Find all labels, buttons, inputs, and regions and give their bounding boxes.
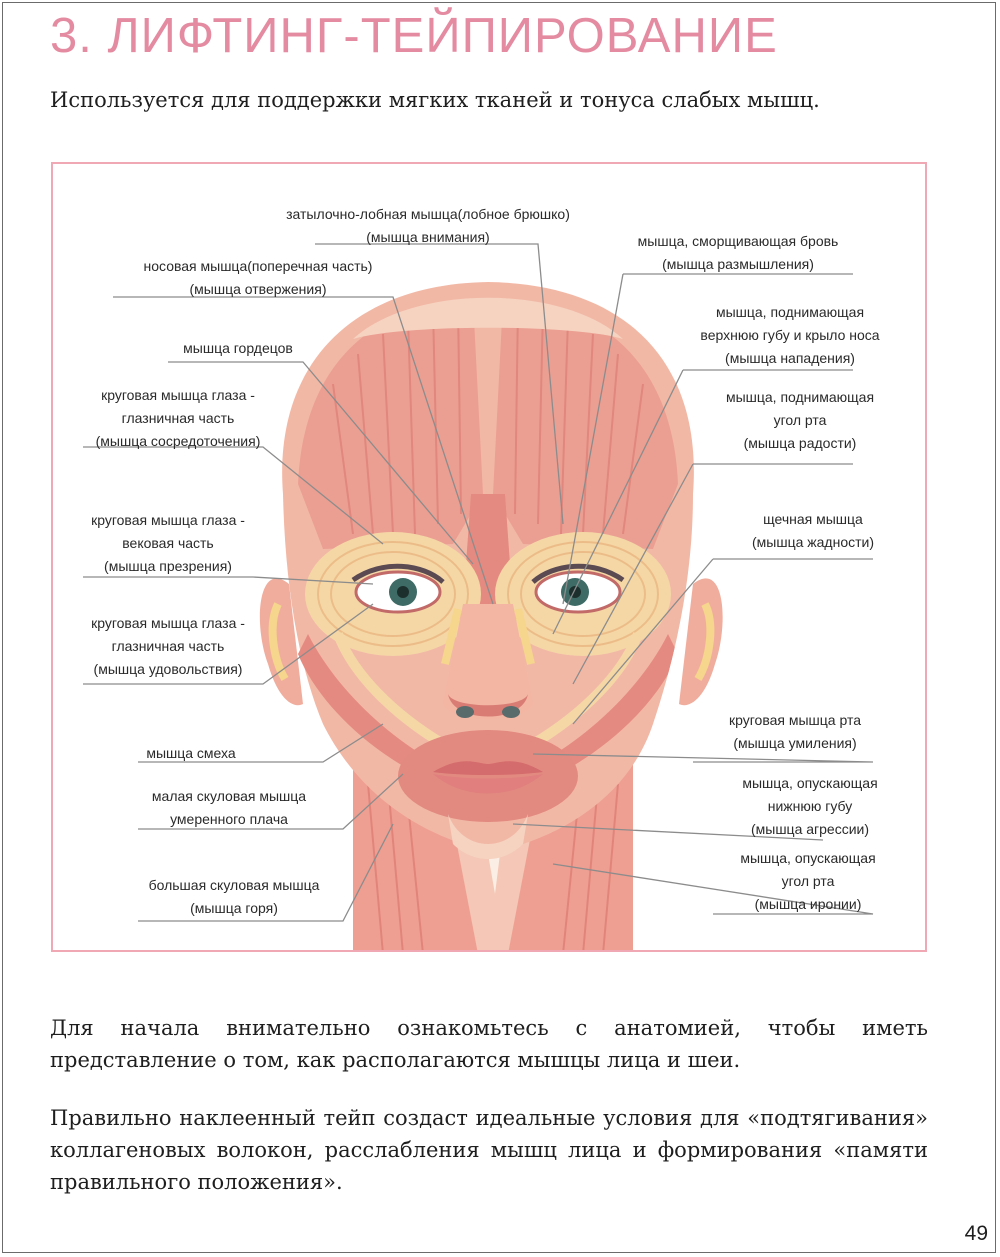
paragraph-tape: Правильно наклеенный тейп создаст идеальные условия для «подтягивания» коллагеновых волокон, расслабления мышц лица и формирования «памяти правильного положения». <box>50 1106 928 1194</box>
label-orbicularis-oris: круговая мышца рта (мышца умиления) <box>728 712 862 751</box>
label-procerus: мышца гордецов <box>183 340 293 356</box>
label-zygomatic-minor: малая скуловая мышца умеренного плача <box>151 788 307 827</box>
label-zygomatic-major: большая скуловая мышца (мышца горя) <box>148 877 320 916</box>
paragraph-anatomy: Для начала внимательно ознакомьтесь с анатомией, чтобы иметь представление о том, как располагаются мышцы лица и шеи. <box>50 1016 928 1072</box>
label-buccinator: щечная мышца (мышца жадности) <box>751 511 875 550</box>
label-corrugator: мышца, сморщивающая бровь (мышца размышления) <box>637 233 839 272</box>
label-depressor-anguli: мышца, опускающая угол рта (мышца иронии) <box>740 850 876 912</box>
label-orbicularis-palpebral: круговая мышца глаза - вековая часть (мышца презрения) <box>91 512 245 574</box>
label-orbicularis-orbital: круговая мышца глаза - глазничная часть (мышца сосредоточения) <box>95 387 261 449</box>
page-number: 49 <box>964 1222 988 1245</box>
label-risorius: мышца смеха <box>146 745 236 761</box>
label-orbicularis-orbital-lower: круговая мышца глаза - глазничная часть (мышца удовольствия) <box>91 615 245 677</box>
label-levator-labii: мышца, поднимающая верхнюю губу и крыло носа (мышца нападения) <box>700 304 880 366</box>
page-heading: 3. ЛИФТИНГ-ТЕЙПИРОВАНИЕ <box>50 9 778 63</box>
label-depressor-labii: мышца, опускающая нижнюю губу (мышца агрессии) <box>742 775 878 837</box>
face-muscle-diagram <box>51 162 927 952</box>
page-subtitle: Используется для поддержки мягких тканей и тонуса слабых мышц. <box>50 88 820 112</box>
label-nasalis: носовая мышца(поперечная часть) (мышца отвержения) <box>143 258 373 297</box>
label-frontalis: затылочно-лобная мышца(лобное брюшко) (мышца внимания) <box>286 206 570 245</box>
label-levator-anguli: мышца, поднимающая угол рта (мышца радости) <box>725 389 875 451</box>
